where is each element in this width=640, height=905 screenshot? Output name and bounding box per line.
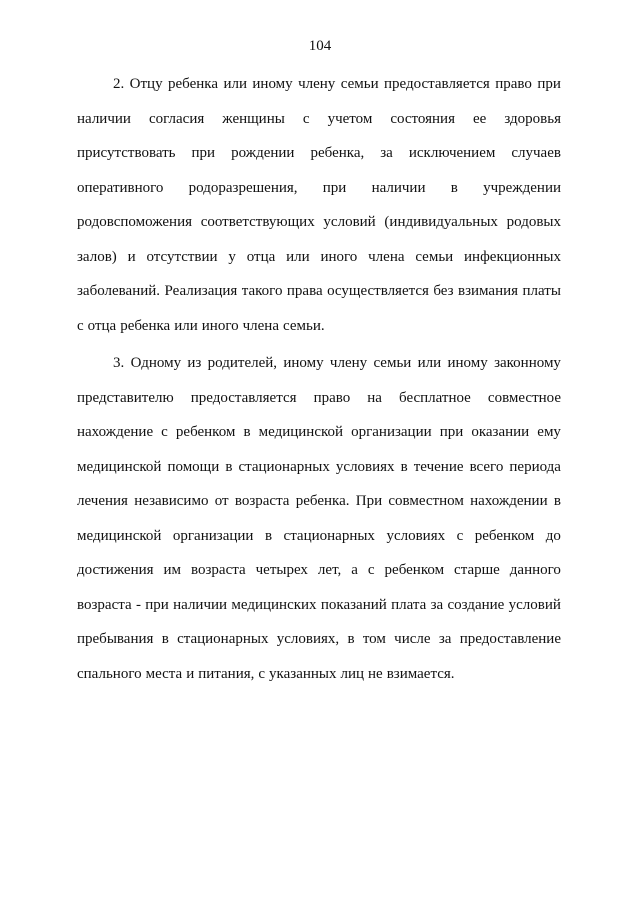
text-line: лечения независимо от возраста ребенка. При совместном нахождении в: [77, 493, 561, 509]
page-number: 104: [308, 38, 332, 54]
text-line: с отца ребенка или иного члена семьи.: [77, 317, 325, 334]
text-line: присутствовать при рождении ребенка, за исключением случаев: [77, 145, 561, 161]
paragraph-2: [77, 73, 561, 349]
text-line: медицинской помощи в стационарных условиях в течение всего периода: [77, 458, 561, 475]
text-line: оперативного родоразрешения, при наличии в учреждении: [77, 179, 561, 196]
text-line: 3. Одному из родителей, иному члену семьи или иному законному: [113, 355, 561, 371]
text-line: наличии согласия женщины с учетом состояния ее здоровья: [77, 110, 561, 127]
text-line: пребывания в стационарных условиях, в том числе за предоставление: [77, 631, 561, 647]
text-line: представителю предоставляется право на бесплатное совместное: [77, 389, 561, 406]
text-line: родовспоможения соответствующих условий (индивидуальных родовых: [77, 214, 561, 230]
text-line: залов) и отсутствии у отца или иного члена семьи инфекционных: [77, 248, 561, 265]
text-line: возраста - при наличии медицинских показаний плата за создание условий: [77, 596, 561, 613]
text-line: заболеваний. Реализация такого права осуществляется без взимания платы: [77, 283, 561, 299]
paragraph-3: [77, 352, 561, 697]
text-line: медицинской организации в стационарных условиях с ребенком до: [77, 527, 561, 544]
document-body: [77, 73, 561, 697]
text-line: достижения им возраста четырех лет, а с ребенком старше данного: [77, 562, 561, 578]
text-line: спального места и питания, с указанных лиц не взимается.: [77, 665, 455, 682]
text-line: нахождение с ребенком в медицинской организации при оказании ему: [77, 424, 561, 440]
text-line: 2. Отцу ребенка или иному члену семьи предоставляется право при: [113, 76, 561, 92]
